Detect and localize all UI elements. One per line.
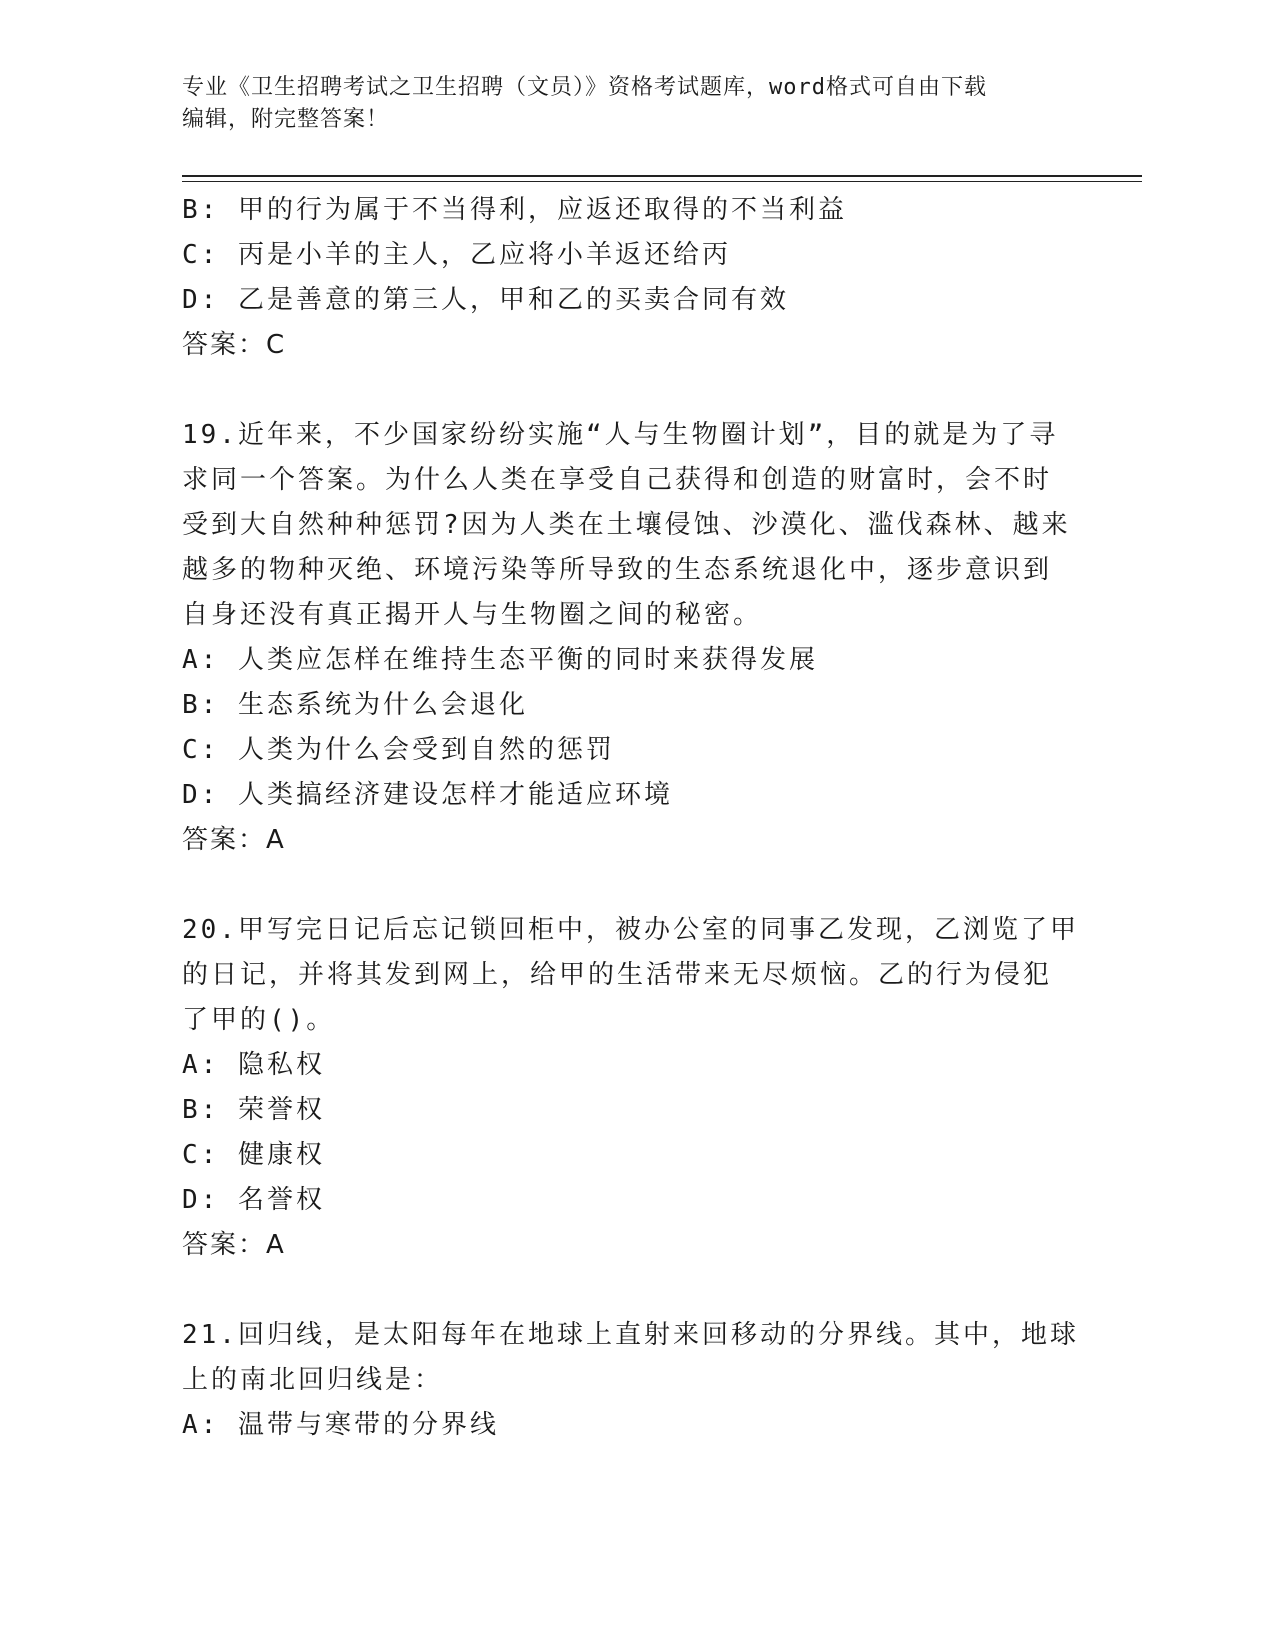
header-divider-thick: [182, 175, 1142, 177]
option-c: C: 健康权: [182, 1140, 325, 1170]
option-a: A: 人类应怎样在维持生态平衡的同时来获得发展: [182, 645, 818, 675]
document-header: [182, 72, 1062, 136]
question-stem-line: 的日记，并将其发到网上，给甲的生活带来无尽烦恼。乙的行为侵犯: [182, 960, 1053, 990]
question-stem-line: 21.回归线，是太阳每年在地球上直射来回移动的分界线。其中，地球: [182, 1320, 1079, 1350]
question-list: [182, 188, 1082, 1448]
answer: 答案：A: [182, 825, 286, 855]
option-c: C: 丙是小羊的主人，乙应将小羊返还给丙: [182, 240, 731, 270]
question-20: [182, 908, 1082, 1268]
option-b: B: 甲的行为属于不当得利，应返还取得的不当利益: [182, 195, 847, 225]
option-d: D: 人类搞经济建设怎样才能适应环境: [182, 780, 673, 810]
header-line-1: 专业《卫生招聘考试之卫生招聘（文员）》资格考试题库，word格式可自由下载: [182, 75, 987, 100]
question-18: [182, 188, 1082, 368]
option-a: A: 隐私权: [182, 1050, 325, 1080]
header-line-2: 编辑，附完整答案！: [182, 107, 390, 132]
option-b: B: 荣誉权: [182, 1095, 325, 1125]
question-stem-line: 自身还没有真正揭开人与生物圈之间的秘密。: [182, 600, 763, 630]
question-21: [182, 1313, 1082, 1448]
spacer: [182, 368, 1082, 413]
header-divider-thin: [182, 181, 1142, 182]
option-c: C: 人类为什么会受到自然的惩罚: [182, 735, 615, 765]
answer: 答案：A: [182, 1230, 286, 1260]
question-stem-line: 了甲的()。: [182, 1005, 336, 1035]
question-stem-line: 20.甲写完日记后忘记锁回柜中，被办公室的同事乙发现，乙浏览了甲: [182, 915, 1079, 945]
option-b: B: 生态系统为什么会退化: [182, 690, 528, 720]
question-stem-line: 求同一个答案。为什么人类在享受自己获得和创造的财富时，会不时: [182, 465, 1053, 495]
spacer: [182, 1268, 1082, 1313]
question-stem-line: 越多的物种灭绝、环境污染等所导致的生态系统退化中，逐步意识到: [182, 555, 1053, 585]
option-a: A: 温带与寒带的分界线: [182, 1410, 499, 1440]
option-d: D: 乙是善意的第三人，甲和乙的买卖合同有效: [182, 285, 789, 315]
question-stem-line: 受到大自然种种惩罚?因为人类在土壤侵蚀、沙漠化、滥伐森林、越来: [182, 510, 1071, 540]
question-19: [182, 413, 1082, 863]
option-d: D: 名誉权: [182, 1185, 325, 1215]
question-stem-line: 19.近年来，不少国家纷纷实施“人与生物圈计划”，目的就是为了寻: [182, 420, 1059, 450]
answer: 答案：C: [182, 330, 287, 360]
question-stem-line: 上的南北回归线是：: [182, 1365, 444, 1395]
spacer: [182, 863, 1082, 908]
